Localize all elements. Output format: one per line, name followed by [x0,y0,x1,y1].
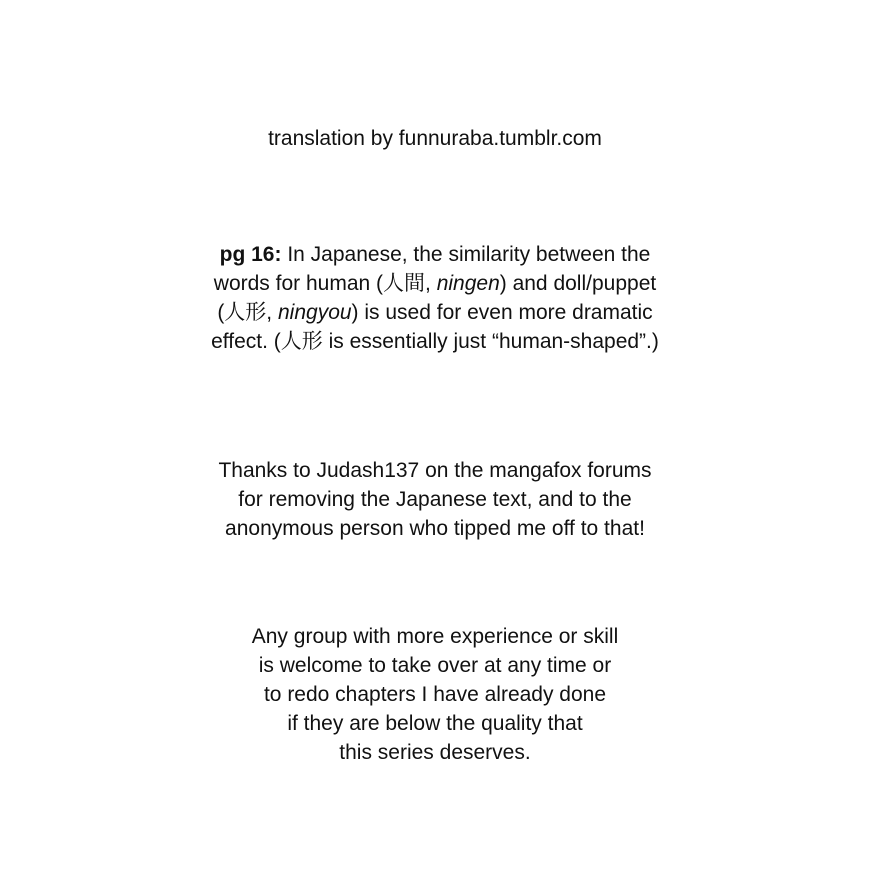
disclaimer-line: is welcome to take over at any time or [258,654,612,677]
translation-credit [0,124,870,153]
thanks-line: anonymous person who tipped me off to that! [225,517,645,540]
thanks-line: for removing the Japanese text, and to the [238,488,632,511]
disclaimer-line: Any group with more experience or skill [251,625,619,648]
note-line-1-text: In Japanese, the similarity between the [281,243,651,266]
note-line-1 [0,240,870,269]
translation-note [0,240,870,356]
note-term-ningyou: ningyou [277,301,352,324]
credit-text: translation by funnuraba.tumblr.com [268,127,602,150]
note-line-2-a: words for human (人間, [213,272,437,295]
thanks-line: Thanks to Judash137 on the mangafox forums [218,459,652,482]
disclaimer-line: this series deserves. [339,741,531,764]
note-line-4: effect. (人形 is essentially just “human-shaped”.) [211,330,659,353]
thanks-paragraph [0,456,870,543]
note-line-3-a: (人形, [217,301,278,324]
note-line-3-c: ) is used for even more dramatic [351,301,653,324]
note-line-2 [0,269,870,298]
disclaimer-line: to redo chapters I have already done [263,683,607,706]
note-line-3 [0,298,870,327]
disclaimer-line: if they are below the quality that [287,712,583,735]
note-line-2-c: ) and doll/puppet [499,272,657,295]
note-label-colon: : [274,243,282,266]
disclaimer-paragraph [0,622,870,767]
note-term-ningen: ningen [436,272,500,295]
note-page-label: pg 16 [219,243,275,266]
